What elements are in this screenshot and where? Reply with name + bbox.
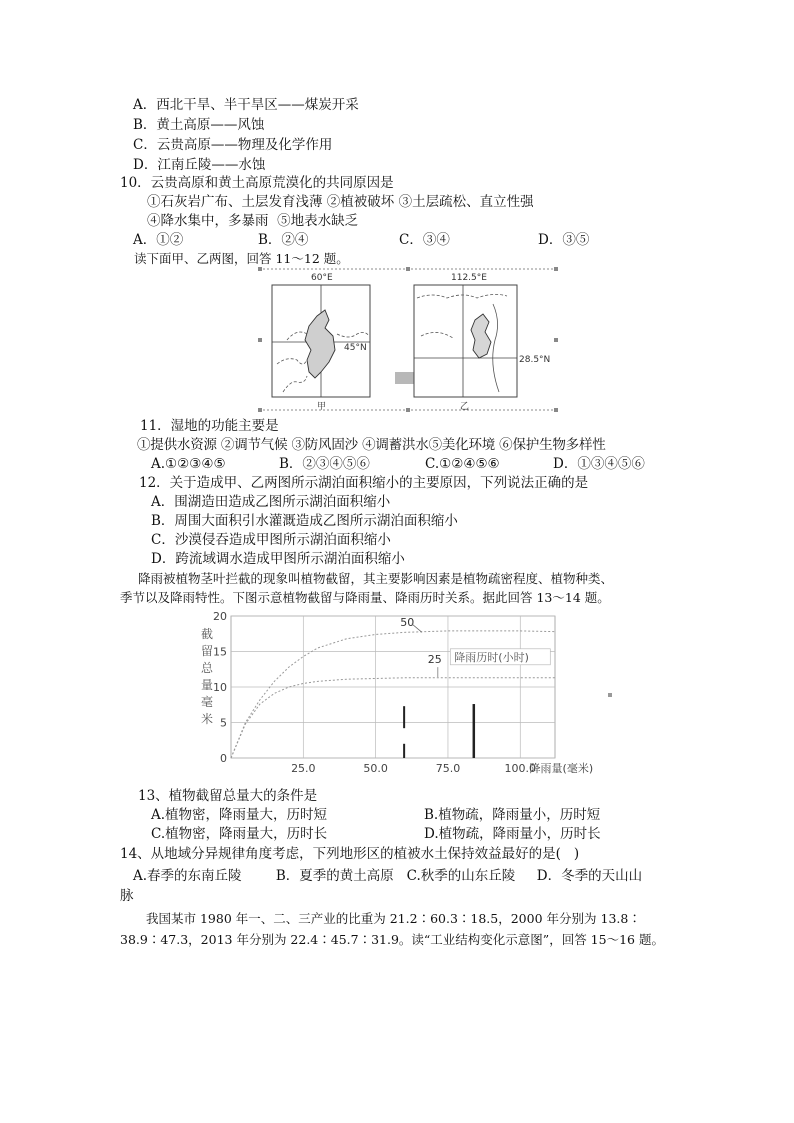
x-tick-label: 100.0 [504,762,537,775]
map-yi [414,273,550,412]
y-tick-label: 20 [213,610,227,623]
y-axis-label-char: 量 [200,678,214,692]
intro-15-16-line2: 38.9∶47.3，2013 年分别为 22.4∶45.7∶31.9。读“工业结构变化示意图”，回答 15～16 题。 [120,932,664,947]
q10-option-d: D．③⑤ [538,232,590,248]
q9-option-a: A．西北干旱、半干旱区——煤炭开采 [133,97,359,113]
q13-option-d: D.植物疏，降雨量小，历时长 [424,826,601,842]
q12-option-c: C．沙漠侵吞造成甲图所示湖泊面积缩小 [151,532,391,548]
interception-chart [190,606,620,784]
intro-11-12: 读下面甲、乙两图，回答 11～12 题。 [134,251,349,266]
q14-options-wrap: 脉 [120,888,134,904]
x-axis-label: 降雨量(毫米) [529,762,594,775]
y-axis-label-char: 总 [200,661,214,675]
series-label-50: 50 [400,615,415,629]
y-axis-label-char: 留 [200,644,214,658]
q12-option-d: D．跨流域调水造成甲图所示湖泊面积缩小 [151,551,405,567]
q13-option-c: C.植物密，降雨量大，历时长 [151,826,328,842]
y-axis-label-char: 截 [200,627,214,641]
q10-stem: 10．云贵高原和黄土高原荒漠化的共同原因是 [120,175,394,191]
map-jia [272,273,370,412]
q9-option-c: C．云贵高原——物理及化学作用 [133,137,333,153]
q10-items-line1: ①石灰岩广布、土层发育浅薄 ②植被破坏 ③土层疏松、直立性强 [147,194,534,210]
q12-stem: 12．关于造成甲、乙两图所示湖泊面积缩小的主要原因，下列说法正确的是 [139,475,589,491]
q14-options: A.春季的东南丘陵 B．夏季的黄土高原 C.秋季的山东丘陵 D．冬季的天山山 [133,868,643,884]
intro-13-14-line1: 降雨被植物茎叶拦截的现象叫植物截留，其主要影响因素是植物疏密程度、植物种类、 [138,571,614,586]
y-axis-label-char: 毫 [200,695,214,709]
x-tick-label: 75.0 [435,762,461,775]
q10-items-line2: ④降水集中，多暴雨 ⑤地表水缺乏 [147,213,359,229]
q11-stem: 11．湿地的功能主要是 [140,418,279,434]
q10-option-b: B．②④ [258,232,309,248]
q10-option-c: C．③④ [399,232,450,248]
q13-option-a: A.植物密，降雨量大，历时短 [151,807,328,823]
edge-marker [608,693,612,697]
q11-option-a: A.①②③④⑤ [151,456,226,472]
map-jia-label: 甲 [317,402,327,412]
marker-bar [403,744,405,758]
map-yi-label: 乙 [460,402,470,412]
y-tick-label: 0 [220,752,227,765]
map-yi-longitude: 112.5°E [451,273,487,283]
intro-13-14-line2: 季节以及降雨特性。下图示意植物截留与降雨量、降雨历时关系。据此回答 13～14 题。 [120,590,610,605]
y-tick-label: 5 [220,716,227,730]
q9-option-b: B．黄土高原——风蚀 [133,117,265,133]
intro-15-16-line1: 我国某市 1980 年一、二、三产业的比重为 21.2∶60.3∶18.5，2000 年分别为 13.8∶ [146,911,641,926]
q13-stem: 13、植物截留总量大的条件是 [138,788,318,804]
lake-maps-figure [257,264,564,414]
q10-option-a: A．①② [133,232,184,248]
q12-option-a: A．围湖造田造成乙图所示湖泊面积缩小 [151,494,391,510]
q11-option-c: C.①②④⑤⑥ [425,456,500,472]
x-tick-label: 25.0 [291,762,316,775]
legend-title: 降雨历时(小时) [454,650,529,664]
q12-option-b: B．周围大面积引水灌溉造成乙图所示湖泊面积缩小 [151,513,458,529]
q9-option-d: D．江南丘陵——水蚀 [133,157,266,173]
y-axis-label-char: 米 [200,712,214,726]
y-tick-label: 10 [213,681,227,694]
q13-option-b: B.植物疏，降雨量小，历时短 [424,807,601,823]
q11-option-b: B．②③④⑤⑥ [279,456,370,472]
marker-bar [473,704,476,758]
series-label-25: 25 [427,652,442,666]
map-yi-latitude: 28.5°N [519,355,551,365]
x-tick-label: 50.0 [363,762,388,775]
q11-items: ①提供水资源 ②调节气候 ③防风固沙 ④调蓄洪水⑤美化环境 ⑥保护生物多样性 [137,437,606,453]
map-jia-latitude: 45°N [344,343,367,353]
marker-bar [403,706,405,728]
map-jia-longitude: 60°E [311,273,333,283]
q11-option-d: D．①③④⑤⑥ [553,456,645,472]
q14-stem: 14、从地域分异规律角度考虑，下列地形区的植被水土保持效益最好的是( ) [120,846,580,862]
y-tick-label: 15 [213,645,227,659]
